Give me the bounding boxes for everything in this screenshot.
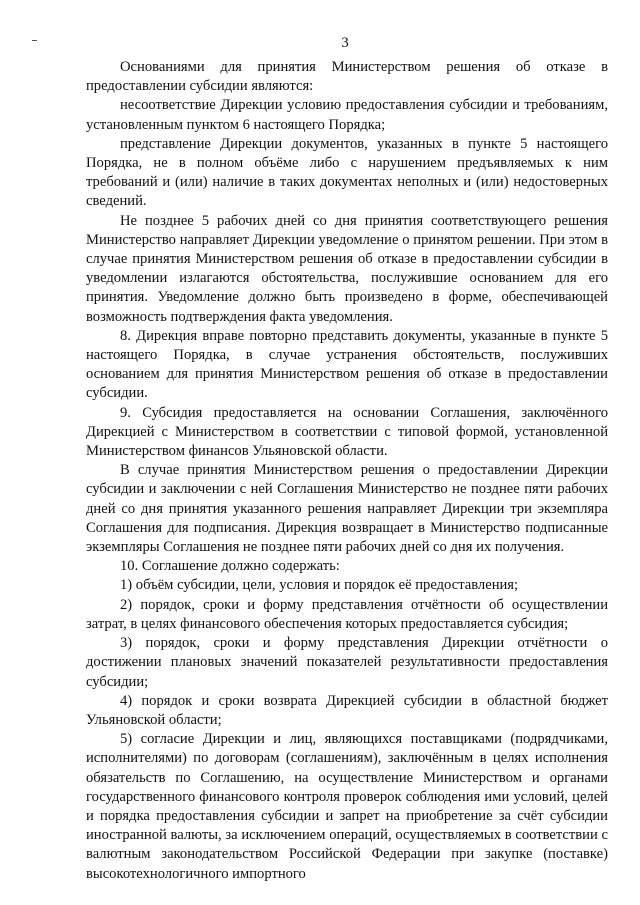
paragraph-item-10: 10. Соглашение должно содержать: <box>120 558 340 575</box>
paragraph-subitem-2: 2) порядок, сроки и форму представления отчётности об осуществлении затрат, в целях финансового обеспечения которых предоставляется субсидия; <box>86 596 608 632</box>
paragraph-grounds-for-refusal: Основаниями для принятия Министерством решения об отказе в предоставлении субсидии являются: <box>86 59 608 95</box>
paragraph-nonconformity: несоответствие Дирекции условию предоставления субсидии и требованиям, установленным пунктом 6 настоящего Порядка; <box>86 97 608 133</box>
paragraph-incomplete-documents: представление Дирекции документов, указанных в пункте 5 настоящего Порядка, не в полном объёме либо с нарушением предъявляемых к ним требований и (или) наличие в таких документах неполных и (или) недостоверных сведений. <box>86 135 608 210</box>
page-number: 3 <box>341 35 349 51</box>
paragraph-subitem-3: 3) порядок, сроки и форму представления Дирекции отчётности о достижении плановых значений показателей результативности предоставления субсидии; <box>86 635 608 690</box>
paragraph-notification: Не позднее 5 рабочих дней со дня принятия соответствующего решения Министерство направляет Дирекции уведомление о принятом решении. При этом в случае принятия Министерством решения об отказе в предоставлении субсидии в уведомлении излагаются обстоятельства, послужившие основанием для его принятия. Уведомление должно быть произведено в форме, обеспечивающей возможность подтверждения факта уведомления. <box>86 212 608 325</box>
paragraph-subitem-4: 4) порядок и сроки возврата Дирекцией субсидии в областной бюджет Ульяновской области; <box>86 692 608 728</box>
paragraph-subitem-1: 1) объём субсидии, цели, условия и порядок её предоставления; <box>120 577 519 594</box>
paragraph-subitem-5: 5) согласие Дирекции и лиц, являющихся поставщиками (подрядчиками, исполнителями) по договорам (соглашениям), заключённым в целях исполнения обязательств по Соглашению, на осуществление Министерством и органами государственного финансового контроля проверок соблюдения ими условий, целей и порядка предоставления субсидии и запрет на приобретение за счёт субсидии иностранной валюты, за исключением операций, осуществляемых в соответствии с валютным законодательством Российской Федерации при закупке (поставке) высокотехнологичного импортного <box>86 731 608 882</box>
paragraph-item-9: 9. Субсидия предоставляется на основании Соглашения, заключённого Дирекцией с Министерством в соответствии с типовой формой, установленной Министерством финансов Ульяновской области. <box>86 404 608 460</box>
paragraph-item-8: 8. Дирекция вправе повторно представить документы, указанные в пункте 5 настоящего Порядка, в случае устранения обстоятельств, послуживших основанием для принятия Министерством решения об отказе в предоставлении субсидии. <box>86 327 608 402</box>
document-body <box>86 58 608 884</box>
paragraph-agreement-signing: В случае принятия Министерством решения о предоставлении Дирекции субсидии и заключении с ней Соглашения Министерство не позднее пяти рабочих дней со дня принятия указанного решения направляет Дирекции три экземпляра Соглашения для подписания. Дирекция возвращает в Министерство подписанные экземпляры Соглашения не позднее пяти рабочих дней со дня их получения. <box>86 462 608 556</box>
